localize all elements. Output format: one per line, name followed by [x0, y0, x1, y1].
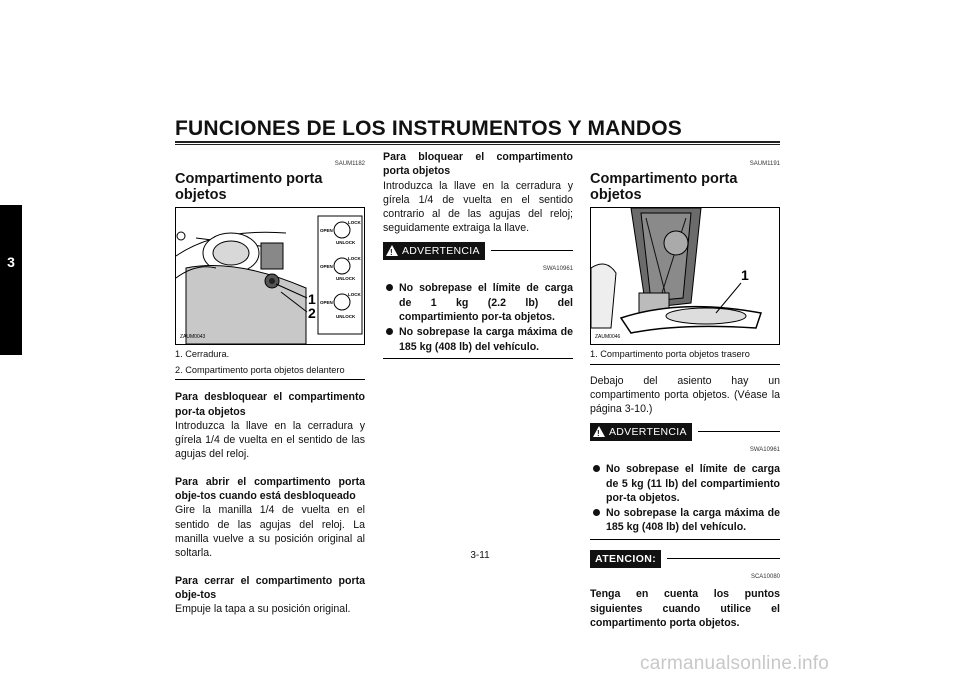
warning-end-rule	[383, 358, 573, 359]
rear-compartment-illustration	[591, 208, 779, 344]
warning-rule	[491, 250, 573, 251]
paragraph-open: Gire la manilla 1/4 de vuelta en el sentido de las agujas del reloj. La manilla vuelve a su posición original al soltarla.	[175, 504, 365, 560]
callout-2: 2	[308, 305, 316, 322]
subheading-open: Para abrir el compartimento porta obje-tos cuando está desbloqueado	[175, 475, 365, 503]
unlock-label: UNLOCK	[336, 314, 356, 320]
caption-1: 1. Cerradura.	[175, 349, 230, 360]
paragraph-rear: Debajo del asiento hay un compartimento porta objetos. (Véase la página 3-10.)	[590, 374, 780, 416]
footer-watermark: carmanualsonline.info	[640, 653, 830, 674]
callout-1: 1	[308, 291, 316, 308]
warning-item: No sobrepase la carga máxima de 185 kg (408 lb) del vehículo.	[590, 506, 780, 535]
subheading-unlock: Para desbloquear el compartimento por-ta objetos	[175, 391, 365, 418]
front-compartment-illustration	[176, 208, 364, 344]
warning-end-rule	[590, 539, 780, 540]
subheading-close: Para cerrar el compartimento porta obje-tos	[175, 574, 365, 601]
warning-triangle-icon: !	[593, 426, 605, 437]
chapter-number: 3	[7, 254, 15, 270]
unlock-label: UNLOCK	[336, 276, 356, 282]
warning-label: ADVERTENCIA	[402, 244, 480, 257]
lock-label: LOCK	[348, 256, 361, 262]
caption-rule	[590, 364, 780, 365]
warning-rule	[698, 431, 780, 432]
warning-badge	[590, 423, 692, 441]
page-number: 3-11	[470, 550, 490, 561]
warning-header	[590, 423, 780, 441]
lock-label: LOCK	[348, 220, 361, 226]
warning-item: No sobrepase el límite de carga de 5 kg (11 lb) del compartimiento por-ta objetos.	[590, 462, 780, 505]
paragraph-lock: Introduzca la llave en la cerradura y gírela 1/4 de vuelta en el sentido contrario al de las agujas del reloj; seguidamente extraiga la llave.	[383, 179, 573, 235]
callout-1: 1	[741, 267, 749, 284]
lock-label: LOCK	[348, 292, 361, 298]
caution-header	[590, 550, 780, 568]
caution-label: ATENCION:	[590, 550, 661, 568]
unlock-label: UNLOCK	[336, 240, 356, 246]
caution-code: SCA10080	[750, 574, 780, 581]
warning-badge	[383, 242, 485, 260]
header-rule-thin	[175, 144, 780, 145]
warning-triangle-icon: !	[386, 245, 398, 256]
right-column	[590, 150, 780, 630]
section-code: SAUM1191	[749, 161, 780, 167]
chapter-tab	[0, 205, 22, 355]
warning-code: SWA10961	[749, 446, 780, 453]
open-label: OPEN	[320, 300, 333, 306]
warning-list	[383, 281, 573, 353]
header-rule	[175, 141, 780, 143]
warning-code: SWA10961	[542, 266, 573, 273]
paragraph-close: Empuje la tapa a su posición original.	[175, 603, 351, 616]
warning-list	[590, 462, 780, 534]
section-code: SAUM1182	[334, 161, 365, 167]
left-column	[175, 150, 365, 616]
caption-1: 1. Compartimento porta objetos trasero	[590, 349, 750, 360]
paragraph-unlock: Introduzca la llave en la cerradura y gírela 1/4 de vuelta en el sentido de las agujas del reloj.	[175, 419, 365, 461]
page-header-title: FUNCIONES DE LOS INSTRUMENTOS Y MANDOS	[175, 117, 682, 140]
figure-id: ZAUM0043	[180, 334, 206, 341]
caution-paragraph: Tenga en cuenta los puntos siguientes cuando utilice el compartimento porta objetos.	[590, 588, 780, 629]
caption-2: 2. Compartimento porta objetos delantero	[175, 364, 345, 375]
front-compartment-figure	[175, 207, 365, 345]
open-label: OPEN	[320, 228, 333, 234]
caption-rule	[175, 379, 365, 380]
rear-compartment-figure	[590, 207, 780, 345]
warning-label: ADVERTENCIA	[609, 425, 687, 438]
subheading-lock: Para bloquear el compartimento porta objetos	[383, 151, 573, 178]
figure-id: ZAUM0046	[595, 334, 621, 341]
middle-column	[383, 150, 573, 359]
warning-item: No sobrepase el límite de carga de 1 kg (2.2 lb) del compartimiento por-ta objetos.	[383, 281, 573, 324]
section-title: Compartimento porta objetos	[175, 171, 323, 204]
warning-item: No sobrepase la carga máxima de 185 kg (408 lb) del vehículo.	[383, 325, 573, 354]
caution-rule	[667, 558, 780, 559]
open-label: OPEN	[320, 264, 333, 270]
section-title: Compartimento porta objetos	[590, 171, 738, 204]
warning-header	[383, 242, 573, 260]
